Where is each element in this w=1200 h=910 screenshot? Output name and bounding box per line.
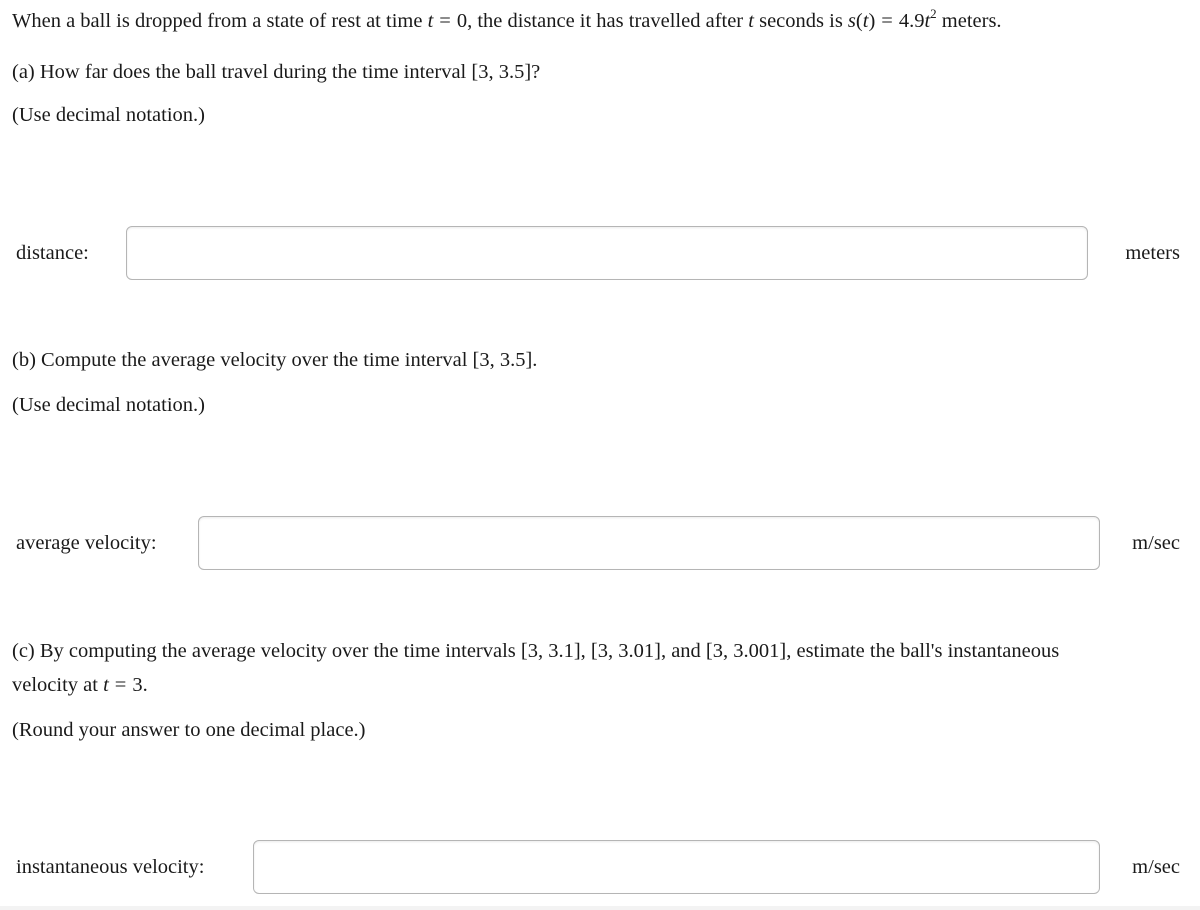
answer-row-distance [16,226,1180,280]
question-c-text: 3. [132,674,148,696]
distance-input[interactable] [126,226,1088,280]
answer-row-average-velocity [16,516,1180,570]
question-c-text: velocity at [12,674,98,696]
function-s: s [847,10,856,32]
exponent: 2 [930,6,937,21]
intro-text: meters. [941,10,1002,32]
note-b: (Use decimal notation.) [12,394,205,416]
var-t: t [103,674,109,696]
bottom-edge [0,906,1200,910]
note-a: (Use decimal notation.) [12,104,205,126]
question-a: (a) How far does the ball travel during the time interval [3, 3.5]? [12,61,541,83]
question-c-line1: (c) By computing the average velocity over the time intervals [3, 3.1], [3, 3.01], and [3, 3.001], estimate the ball's instantaneous [12,640,1060,662]
answer-row-instantaneous-velocity [16,840,1180,894]
average-velocity-label: average velocity: [16,532,157,554]
instantaneous-velocity-unit: m/sec [1132,856,1180,878]
equals-sign: = [881,10,893,32]
paren-open: ( [855,10,863,32]
var-t: t [862,10,869,32]
var-t: t [427,10,434,32]
intro-text: seconds is [759,10,843,32]
instantaneous-velocity-input[interactable] [253,840,1100,894]
var-t: t [748,10,754,32]
var-t: t [924,10,931,32]
intro-text: 0, the distance it has travelled after [456,10,744,32]
problem-statement [12,7,1002,35]
intro-text: When a ball is dropped from a state of rest at time [12,10,423,32]
paren-close: ) [868,10,876,32]
equals-sign: = [439,10,451,32]
equals-sign: = [114,674,127,696]
distance-label: distance: [16,242,89,264]
question-c-line2 [12,671,148,699]
average-velocity-input[interactable] [198,516,1100,570]
question-b: (b) Compute the average velocity over the time interval [3, 3.5]. [12,349,538,371]
coefficient: 4.9 [898,10,925,32]
note-c: (Round your answer to one decimal place.) [12,719,366,741]
instantaneous-velocity-label: instantaneous velocity: [16,856,205,878]
average-velocity-unit: m/sec [1132,532,1180,554]
distance-unit: meters [1125,242,1180,264]
